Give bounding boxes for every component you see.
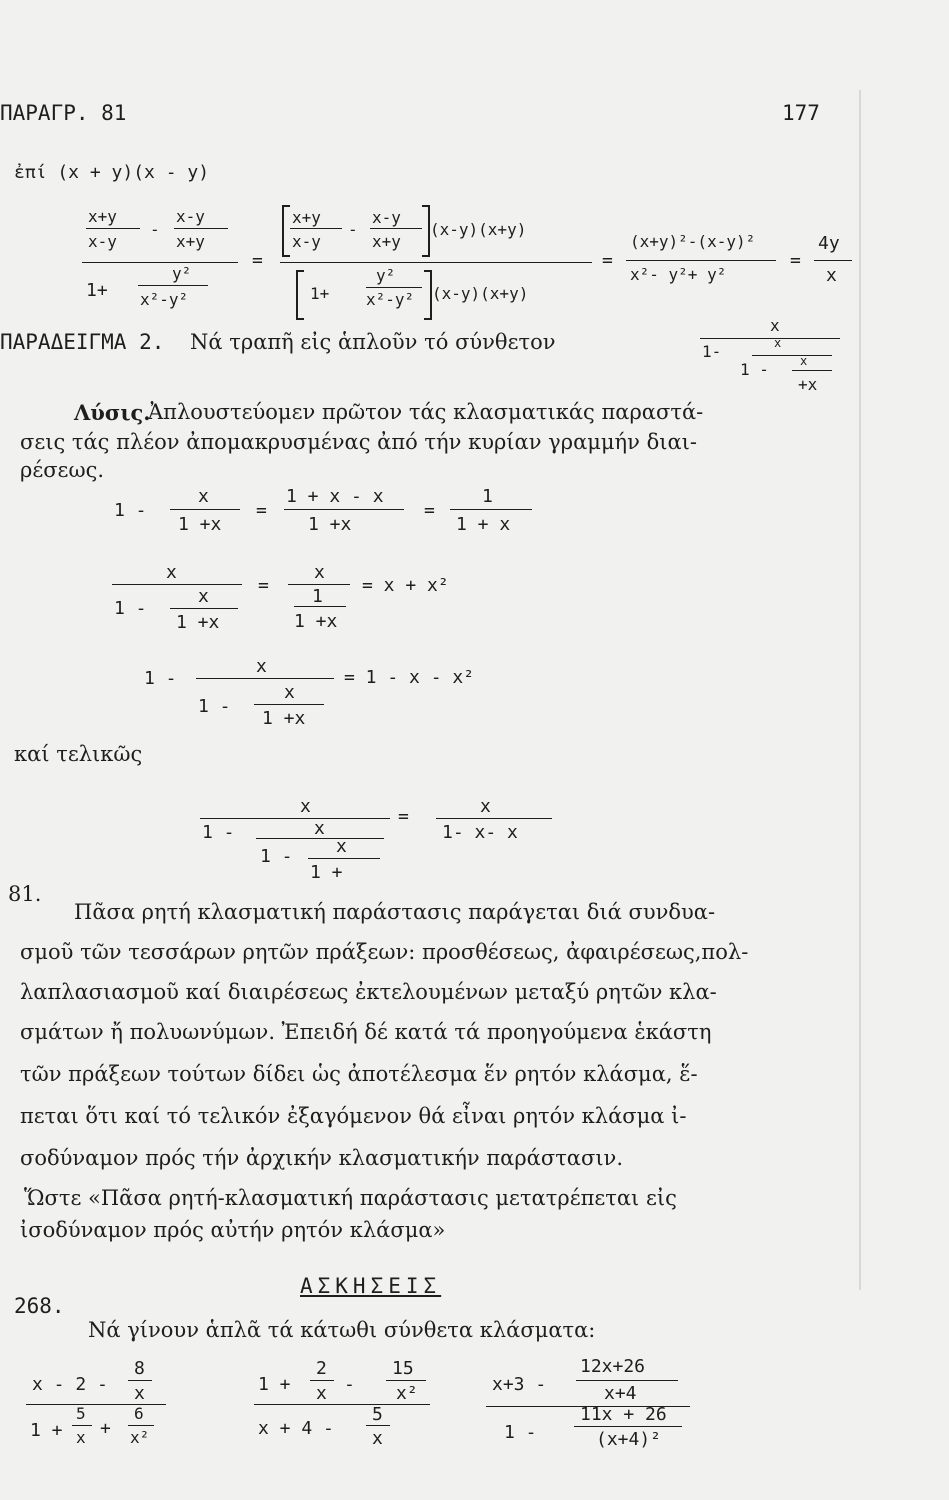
page-number: 177 [782, 101, 820, 125]
paragraph-number: 81. [8, 882, 42, 906]
exercise-number: 268. [14, 1294, 65, 1318]
section-header: ΠΑΡΑΓΡ. 81 [0, 101, 127, 125]
intro-line: ἐπί (x + y)(x - y) [14, 162, 210, 183]
example-text: Νά τραπῆ εἰς ἁπλοῦν τό σύνθετον [190, 330, 556, 354]
eq1-final-den: x [826, 265, 837, 286]
exercises-title: ΑΣΚΗΣΕΙΣ [300, 1274, 442, 1298]
eq1-a-den: x-y [88, 232, 117, 251]
exercise-prompt: Νά γίνουν ἁπλᾶ τά κάτωθι σύνθετα κλάσματα: [88, 1318, 596, 1342]
eq1-final-num: 4y [818, 233, 840, 254]
eq1-a-num: x+y [88, 207, 117, 226]
solution-label: Λύσις. [74, 400, 151, 425]
example-label: ΠΑΡΑΔΕΙΓΜΑ 2. [0, 330, 165, 354]
finally-label: καί τελικῶς [14, 742, 143, 766]
eq1-result-num: (x+y)²-(x-y)² [630, 232, 756, 251]
eq1-result-den: x²- y²+ y² [630, 265, 727, 284]
binding-shadow [859, 90, 861, 1290]
document-page: ΠΑΡΑΓΡ. 81 177 ἐπί (x + y)(x - y) x+y x-y - x-y x+y 1+ y² x²-y² = x+y x-y - x-y x+y (x-y)(x+y) 1+ y² x²-y² (x-y)(x+y) = (x+y)²-(x-y)² x²- y²+ y² = 4y x ΠΑΡΑΔΕΙΓΜΑ 2. Νά τραπῆ εἰς ἁπλοῦν τό σύνθετον x 1- x 1 - x +x Λύσις. Ἀπλουστεύομεν πρῶτον τάς κλασματικάς παραστά- σεις τάς πλέον ἀπομακρυσμένας ἀπό τήν κυρίαν γραμμήν διαι- ρέσεως. 1 - x 1 +x = 1 + x - x 1 +x = 1 1 + x x 1 - x 1 +x = x 1 1 +x = x + x² 1 - x 1 - x 1 +x = 1 - x - x² καί τελικῶς x 1 - x 1 - x 1 + = x 1- x- x 81. Πᾶσα ρητή κλασματική παράστασις παράγεται διά συνδυα- σμοῦ τῶν τεσσάρων ρητῶν πράξεων: προσθέσεως, ἀφαιρέσεως,πολ- λαπλασιασμοῦ καί διαιρέσεως ἐκτελουμένων μεταξύ ρητῶν κλα- σμάτων ἤ πολυωνύμων. Ἐπειδή δέ κατά τά προηγούμενα ἑκάστη τῶν πράξεων τούτων δίδει ὡς ἀποτέλεσμα ἕν ρητόν κλάσμα, ἕ- πεται ὅτι καί τό τελικόν ἐξαγόμενον θά εἶναι ρητόν κλάσμα ἰ- σοδύναμον πρός τήν ἀρχικήν κλασματικήν παράστασιν. Ὥστε «Πᾶσα ρητή-κλασματική παράστασις μετατρέπεται εἰς ἰσοδύναμον πρός αὐτήν ρητόν κλάσμα» ΑΣΚΗΣΕΙΣ 268. Νά γίνουν ἁπλᾶ τά κάτωθι σύνθετα κλάσματα: x - 2 - 8 x 1 + 5 x + 6 x² 1 + 2 x - 15 x² x + 4 - 5 x x+3 - 12x+26 x+4 1 - 11x + 26 (x+4)² [0, 0, 949, 1500]
